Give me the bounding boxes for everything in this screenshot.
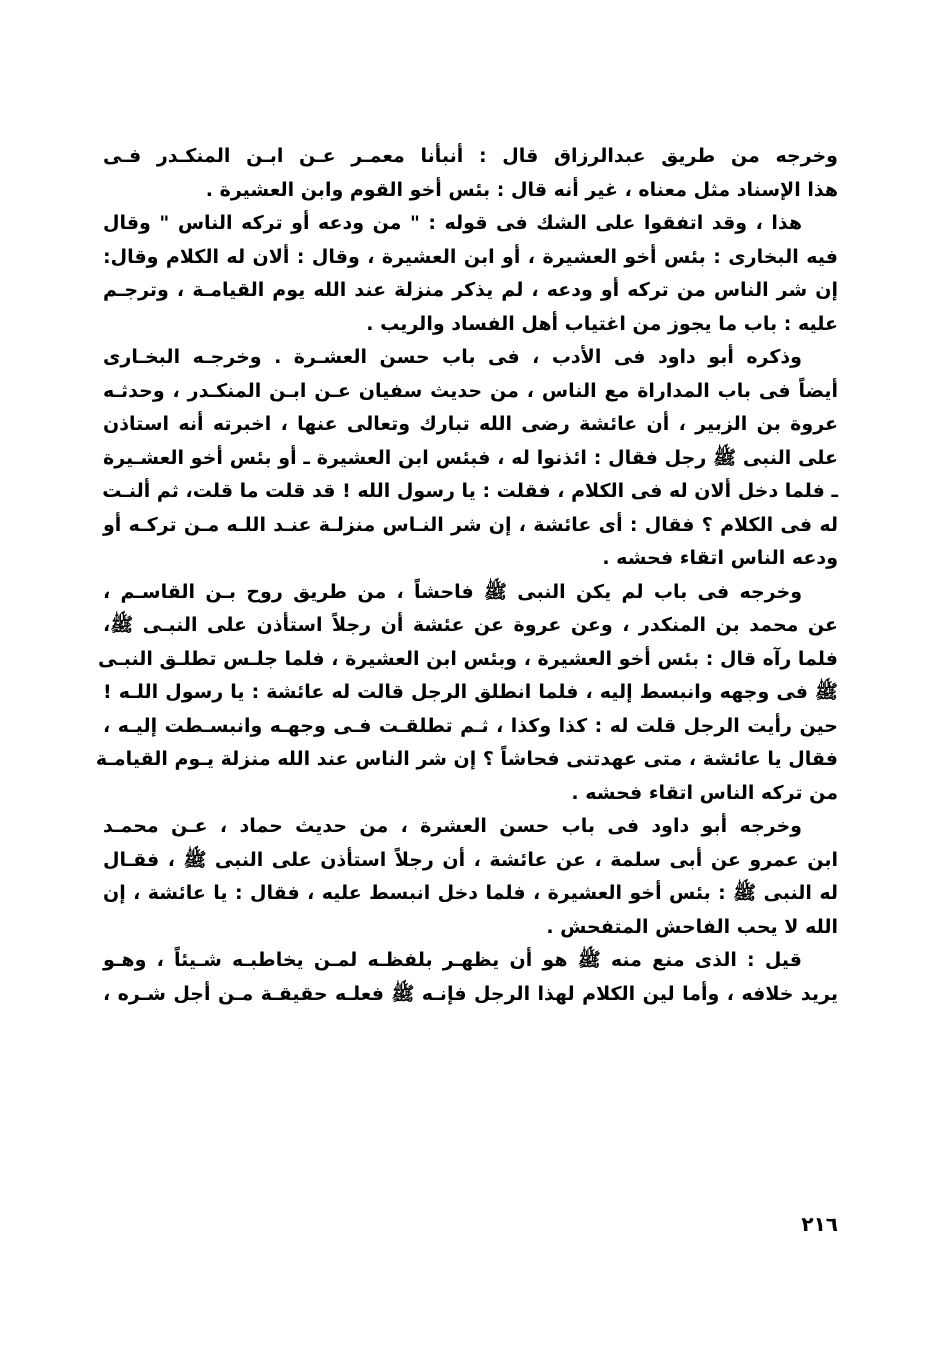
text-line: من تركه الناس اتقاء فحشه . [571,781,838,804]
text-line: إن شر الناس من تركه أو ودعه ، لم يذكر منزلة عند الله يوم القيامـة ، وترجـم [103,279,838,301]
text-line: هذا ، وقد اتفقوا على الشك فى قوله : " من ودعه أو تركه الناس " وقال [103,212,802,234]
text-line: فيه البخارى : بئس أخو العشيرة ، أو ابن العشيرة ، وقال : ألان له الكلام وقال: [103,245,838,268]
text-line: له فى الكلام ؟ فقال : أى عائشة ، إن شر النـاس منزلـة عنـد اللـه مـن تركـه أو [103,513,838,536]
text-line: أيضاً فى باب المداراة مع الناس ، من حديث سفيان عـن ابـن المنكـدر ، وحدثـه [103,379,838,402]
text-line: قيل : الذى منع منه ﷺ هو أن يظهـر بلفظـه لمـن يخاطبـه شـيئاً ، وهـو [103,949,802,971]
text-line: يريد خلافه ، وأما لين الكلام لهذا الرجل فإنـه ﷺ فعلـه حقيقـة مـن أجل شـره ، [103,982,838,1005]
text-line: عليه : باب ما يجوز من اغتياب أهل الفساد والريب . [366,312,838,335]
text-line: وخرجه من طريق عبدالرزاق قال : أنبأنا معمـر عـن ابـن المنكـدر فـى [103,145,838,167]
text-line: فلما رآه قال : بئس أخو العشيرة ، وبئس ابن العشيرة ، فلما جلـس تطلـق النبـى [98,647,838,670]
text-line: ودعه الناس اتقاء فحشه . [602,547,838,569]
text-line: هذا الإسناد مثل معناه ، غير أنه قال : بئس أخو القوم وابن العشيرة . [205,178,838,201]
body-text [95,140,838,1011]
text-line: حين رأيت الرجل قلت له : كذا وكذا ، ثـم تطلقـت فـى وجهـه وانبسـطت إليـه ، [103,714,838,737]
text-line: وخرجه أبو داود فى باب حسن العشرة ، من حديث حماد ، عـن محمـد [103,815,802,837]
text-line: له النبى ﷺ : بئس أخو العشيرة ، فلما دخل انبسط عليه ، فقال : يا عائشة ، إن [103,882,838,904]
text-line: وذكره أبو داود فى الأدب ، فى باب حسن العشـرة . وخرجـه البخـارى [103,346,802,368]
text-line: الله لا يحب الفاحش المتفحش . [546,915,838,938]
text-line: ابن عمرو عن أبى سلمة ، عن عائشة ، أن رجلاً استأذن على النبى ﷺ ، فقـال [103,848,838,871]
text-line: وخرجه فى باب لم يكن النبى ﷺ فاحشاً ، من طريق روح بـن القاسـم ، [103,580,802,603]
text-line: عروة بن الزبير ، أن عائشة رضى الله تبارك وتعالى عنها ، اخبرته أنه استاذن [103,413,838,435]
text-line: عن محمد بن المنكدر ، وعن عروة عن عئشة أن رجلاً استأذن على النبـى ﷺ، [103,614,838,636]
text-line: ـ فلما دخل ألان له فى الكلام ، فقلت : يا رسول الله ! قد قلت ما قلت، ثم ألنـت [102,480,838,502]
page-number: ٢١٦ [801,1212,838,1236]
text-line: على النبى ﷺ رجل فقال : ائذنوا له ، فبئس ابن العشيرة ـ أو بئس أخو العشـيرة [103,446,838,469]
text-line: ﷺ فى وجهه وانبسط إليه ، فلما انطلق الرجل قالت له عائشة : يا رسول اللـه ! [103,681,838,703]
text-line: فقال يا عائشة ، متى عهدتنى فحاشاً ؟ إن شر الناس عند الله منزلة يـوم القيامـة [95,748,838,770]
